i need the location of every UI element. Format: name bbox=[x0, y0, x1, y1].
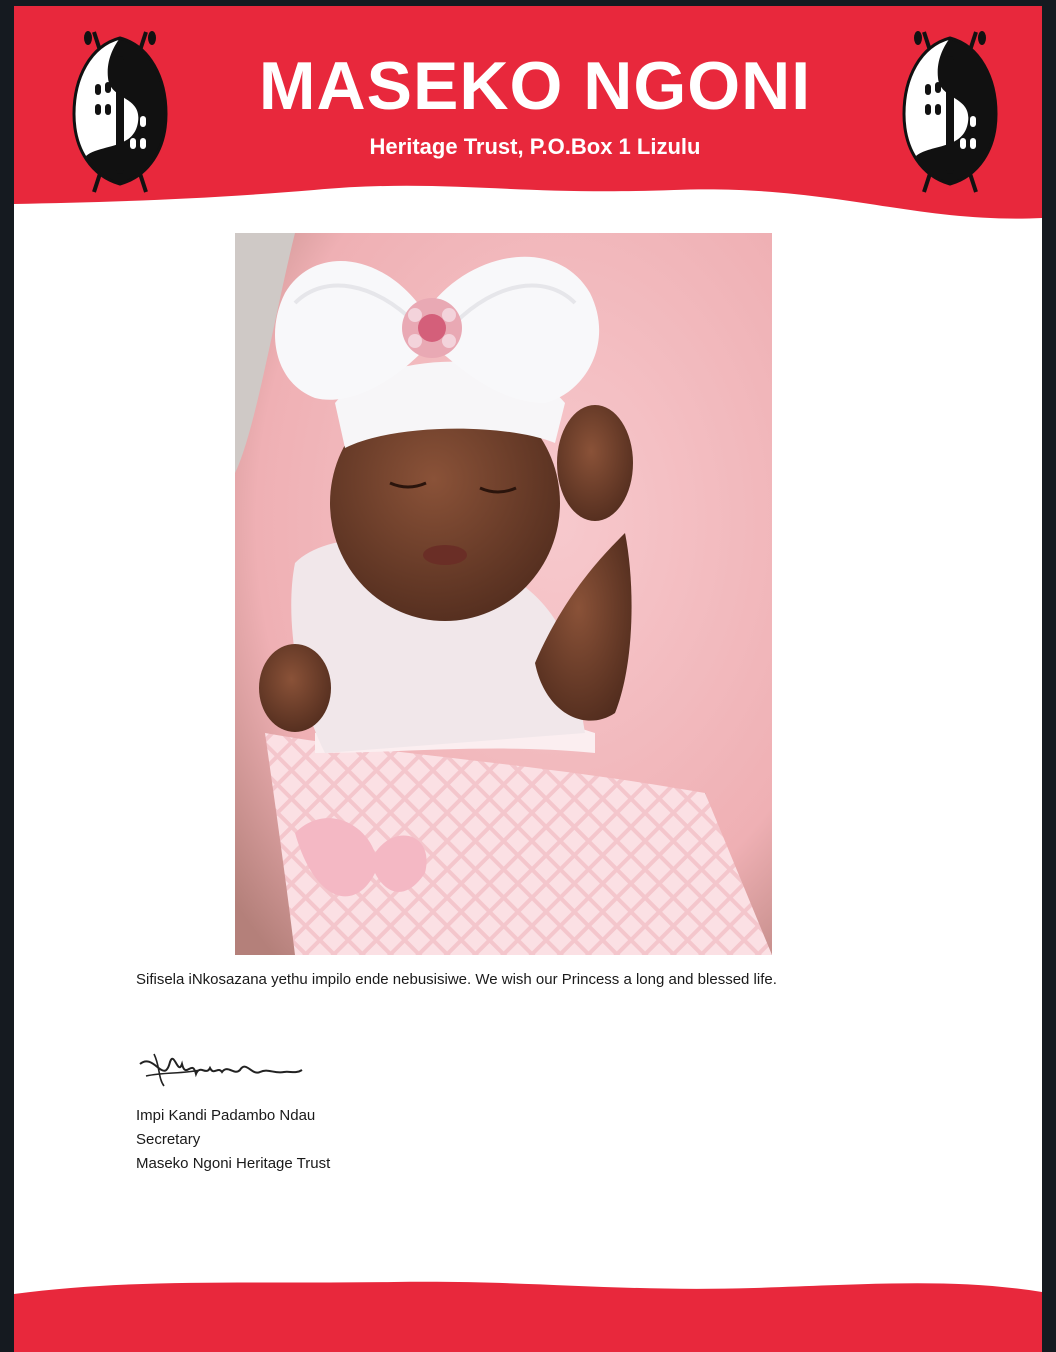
page-title: MASEKO NGONI bbox=[258, 48, 812, 124]
message-text: Sifisela iNkosazana yethu impilo ende nebusisiwe. We wish our Princess a long and blessed life. bbox=[136, 971, 777, 988]
signatory-name: Impi Kandi Padambo Ndau bbox=[136, 1107, 316, 1124]
letter-page bbox=[14, 6, 1042, 1352]
signature-image bbox=[134, 1046, 304, 1096]
signatory-organization: Maseko Ngoni Heritage Trust bbox=[136, 1155, 331, 1172]
baby-photo bbox=[235, 233, 772, 955]
footer-band bbox=[14, 1272, 1042, 1352]
signatory-role: Secretary bbox=[136, 1131, 201, 1148]
page-subtitle: Heritage Trust, P.O.Box 1 Lizulu bbox=[369, 134, 701, 159]
